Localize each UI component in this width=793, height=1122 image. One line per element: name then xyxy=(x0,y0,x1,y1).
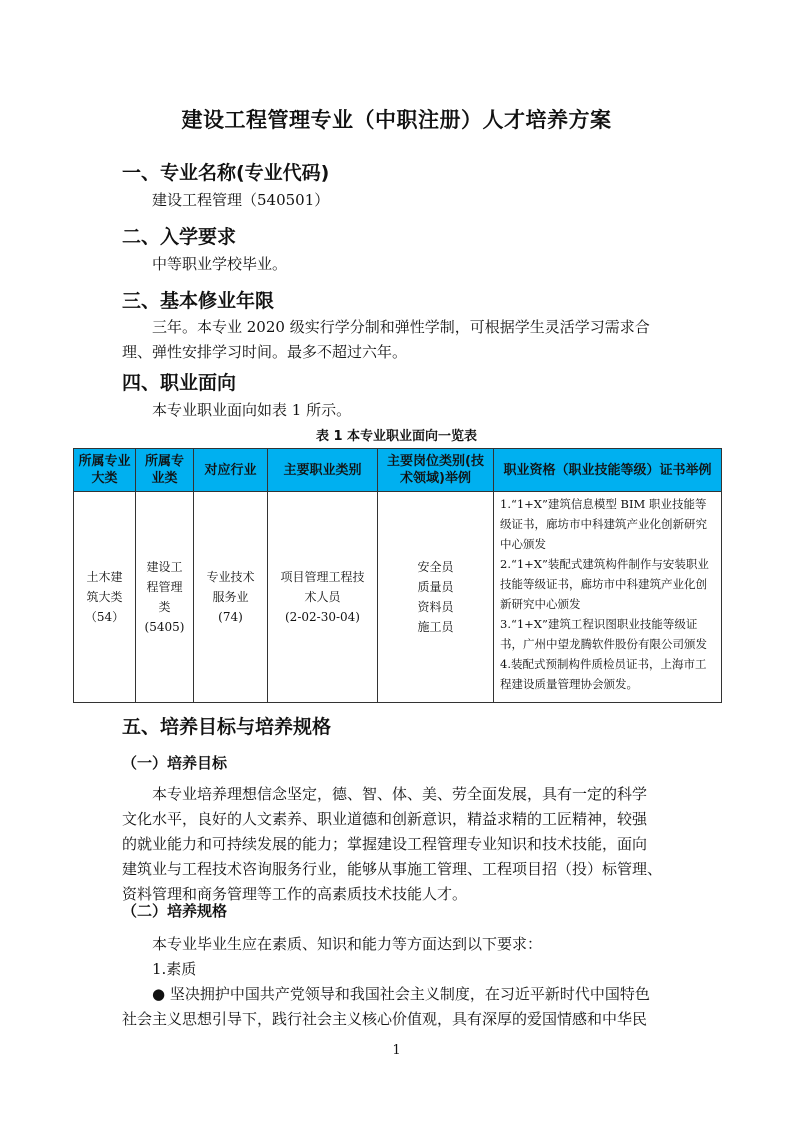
table-row xyxy=(74,492,722,703)
header-major-category: 所属专业大类 xyxy=(74,449,136,492)
table-caption: 表 1 本专业职业面向一览表 xyxy=(315,429,478,444)
goal-line-3: 的就业能力和可持续发展的能力；掌握建设工程管理专业知识和技术技能，面向 xyxy=(122,835,648,853)
cell-major-category: 土木建 筑大类 （54） xyxy=(74,492,136,703)
subsection-spec-heading: （二）培养规格 xyxy=(122,902,228,920)
header-occupation: 主要职业类别 xyxy=(268,449,378,492)
goal-line-4: 建筑业与工程技术咨询服务行业，能够从事施工管理、工程项目招（投）标管理、 xyxy=(122,860,663,878)
goal-line-2: 文化水平，良好的人文素养、职业道德和创新意识，精益求精的工匠精神，较强 xyxy=(122,810,648,828)
certificate-item: 3.“1+X”建筑工程识图职业技能等级证书，广州中望龙腾软件股份有限公司颁发 xyxy=(500,617,707,651)
goal-line-5: 资料管理和商务管理等工作的高素质技术技能人才。 xyxy=(122,885,468,903)
spec-item-quality: 1.素质 xyxy=(152,960,197,978)
section-2-heading: 二、入学要求 xyxy=(122,226,237,248)
section-3-line-2: 理、弹性安排学习时间。最多不超过六年。 xyxy=(122,343,408,361)
section-5-heading: 五、培养目标与培养规格 xyxy=(122,716,332,738)
certificate-item: 1.“1+X”建筑信息模型 BIM 职业技能等级证书，廊坊市中科建筑产业化创新研究中心颁发 xyxy=(500,497,707,551)
cell-major-class: 建设工 程管理 类 (5405) xyxy=(136,492,194,703)
section-2-text: 中等职业学校毕业。 xyxy=(152,255,288,273)
subsection-goal-heading: （一）培养目标 xyxy=(122,754,228,772)
section-4-text: 本专业职业面向如表 1 所示。 xyxy=(152,401,352,419)
section-3-heading: 三、基本修业年限 xyxy=(122,290,275,312)
section-1-text: 建设工程管理（540501） xyxy=(152,191,330,209)
cell-certificates xyxy=(494,492,722,703)
cell-position: 安全员 质量员 资料员 施工员 xyxy=(378,492,494,703)
document-title: 建设工程管理专业（中职注册）人才培养方案 xyxy=(181,108,612,132)
certificate-item: 2.“1+X”装配式建筑构件制作与安装职业技能等级证书，廊坊市中科建筑产业化创新研究中心颁发 xyxy=(500,557,709,611)
table-header-row xyxy=(74,449,722,492)
bullet-line-2: 社会主义思想引导下，践行社会主义核心价值观，具有深厚的爱国情感和中华民 xyxy=(122,1010,648,1028)
page-number: 1 xyxy=(392,1043,401,1058)
section-1-heading: 一、专业名称(专业代码) xyxy=(122,162,330,184)
certificate-item: 4.装配式预制构件质检员证书，上海市工程建设质量管理协会颁发。 xyxy=(500,657,707,691)
cell-industry: 专业技术 服务业 (74) xyxy=(194,492,268,703)
header-certificate: 职业资格（职业技能等级）证书举例 xyxy=(494,449,722,492)
header-position: 主要岗位类别(技术领域)举例 xyxy=(378,449,494,492)
section-4-heading: 四、职业面向 xyxy=(122,372,237,394)
occupation-table xyxy=(73,448,722,703)
goal-line-1: 本专业培养理想信念坚定，德、智、体、美、劳全面发展，具有一定的科学 xyxy=(152,785,648,803)
bullet-line-1: ● 坚决拥护中国共产党领导和我国社会主义制度，在习近平新时代中国特色 xyxy=(152,985,650,1003)
section-3-line-1: 三年。本专业 2020 级实行学分制和弹性学制，可根据学生灵活学习需求合 xyxy=(152,318,650,336)
header-industry: 对应行业 xyxy=(194,449,268,492)
cell-occupation: 项目管理工程技 术人员 (2-02-30-04) xyxy=(268,492,378,703)
header-major-class: 所属专业类 xyxy=(136,449,194,492)
spec-intro: 本专业毕业生应在素质、知识和能力等方面达到以下要求： xyxy=(152,935,543,953)
